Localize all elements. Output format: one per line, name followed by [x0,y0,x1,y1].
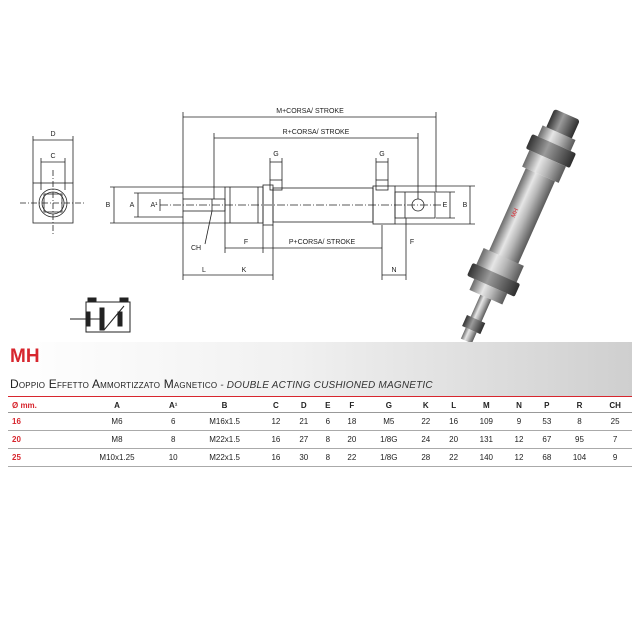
photo-label: MH [510,207,521,219]
cell-ch: 25 [598,413,632,431]
cell-e: 6 [318,413,338,431]
col-k: K [412,399,440,413]
cell-a1: 6 [159,413,187,431]
col-c: C [262,399,290,413]
table-header-row [8,399,632,413]
cell-c: 16 [262,431,290,449]
dim-m-stroke: M+CORSA/ STROKE [276,108,344,115]
cell-a: M10x1.25 [75,449,160,467]
label-a: A [129,202,135,209]
cell-l: 22 [440,449,468,467]
cell-a1: 10 [159,449,187,467]
series-code: MH [10,346,40,367]
cell-n: 9 [505,413,533,431]
cell-a: M8 [75,431,160,449]
dim-p-stroke: P+CORSA/ STROKE [288,239,356,246]
label-ch: CH [190,245,202,252]
cell-g: 1/8G [366,431,412,449]
cell-p: 53 [533,413,561,431]
cell-ch: 9 [598,449,632,467]
label-d: D [50,131,56,138]
cell-c: 16 [262,449,290,467]
divider [8,396,632,397]
cell-p: 67 [533,431,561,449]
cell-b: M16x1.5 [187,413,262,431]
cell-l: 20 [440,431,468,449]
label-g-front: G [273,151,279,158]
cell-a: M6 [75,413,160,431]
label-a1: A¹ [150,202,158,209]
cell-r: 104 [561,449,598,467]
series-title-it: Doppio Effetto Ammortizzato Magnetico [10,377,218,391]
cell-f: 20 [338,431,366,449]
product-photo [428,100,608,350]
cell-l: 16 [440,413,468,431]
col-g: G [366,399,412,413]
dimension-table [8,399,632,467]
table-row [8,449,632,467]
cell-p: 68 [533,449,561,467]
cell-f: 18 [338,413,366,431]
label-l: L [202,267,206,274]
label-g-rear: G [379,151,385,158]
col-r: R [561,399,598,413]
cell-b: M22x1.5 [187,431,262,449]
col-b: B [187,399,262,413]
label-n: N [391,267,397,274]
series-title-en: DOUBLE ACTING CUSHIONED MAGNETIC [226,380,433,391]
cell-r: 95 [561,431,598,449]
label-b-left: B [105,202,111,209]
cell-g: 1/8G [366,449,412,467]
col-d: D [290,399,318,413]
col-a1: A¹ [159,399,187,413]
end-view [20,136,86,236]
label-c: C [50,153,56,160]
cell-m: 109 [468,413,505,431]
cell-d: 27 [290,431,318,449]
label-k: K [241,267,247,274]
dim-r-stroke: R+CORSA/ STROKE [282,129,350,136]
col-p: P [533,399,561,413]
cell-bore: 20 [8,431,75,449]
col-n: N [505,399,533,413]
cell-n: 12 [505,431,533,449]
cell-d: 21 [290,413,318,431]
cell-k: 28 [412,449,440,467]
cell-k: 22 [412,413,440,431]
cell-n: 12 [505,449,533,467]
cell-d: 30 [290,449,318,467]
cell-f: 22 [338,449,366,467]
col-l: L [440,399,468,413]
col-ch: CH [598,399,632,413]
cell-m: 140 [468,449,505,467]
pneumatic-symbol [70,298,130,332]
table-row [8,413,632,431]
label-b-right: B [462,202,468,209]
col-bore: Ø mm. [8,399,75,413]
col-m: M [468,399,505,413]
col-f: F [338,399,366,413]
cell-m: 131 [468,431,505,449]
cell-e: 8 [318,431,338,449]
cell-ch: 7 [598,431,632,449]
label-f-rear: F [409,239,415,246]
col-a: A [75,399,160,413]
cell-k: 24 [412,431,440,449]
cell-bore: 16 [8,413,75,431]
table-row [8,431,632,449]
cell-e: 8 [318,449,338,467]
series-title [10,377,433,391]
cell-b: M22x1.5 [187,449,262,467]
label-f-front: F [243,239,249,246]
cell-c: 12 [262,413,290,431]
cell-g: M5 [366,413,412,431]
col-e: E [318,399,338,413]
cell-r: 8 [561,413,598,431]
series-title-separator: - [217,380,227,391]
label-e: E [442,202,448,209]
cell-bore: 25 [8,449,75,467]
cell-a1: 8 [159,431,187,449]
